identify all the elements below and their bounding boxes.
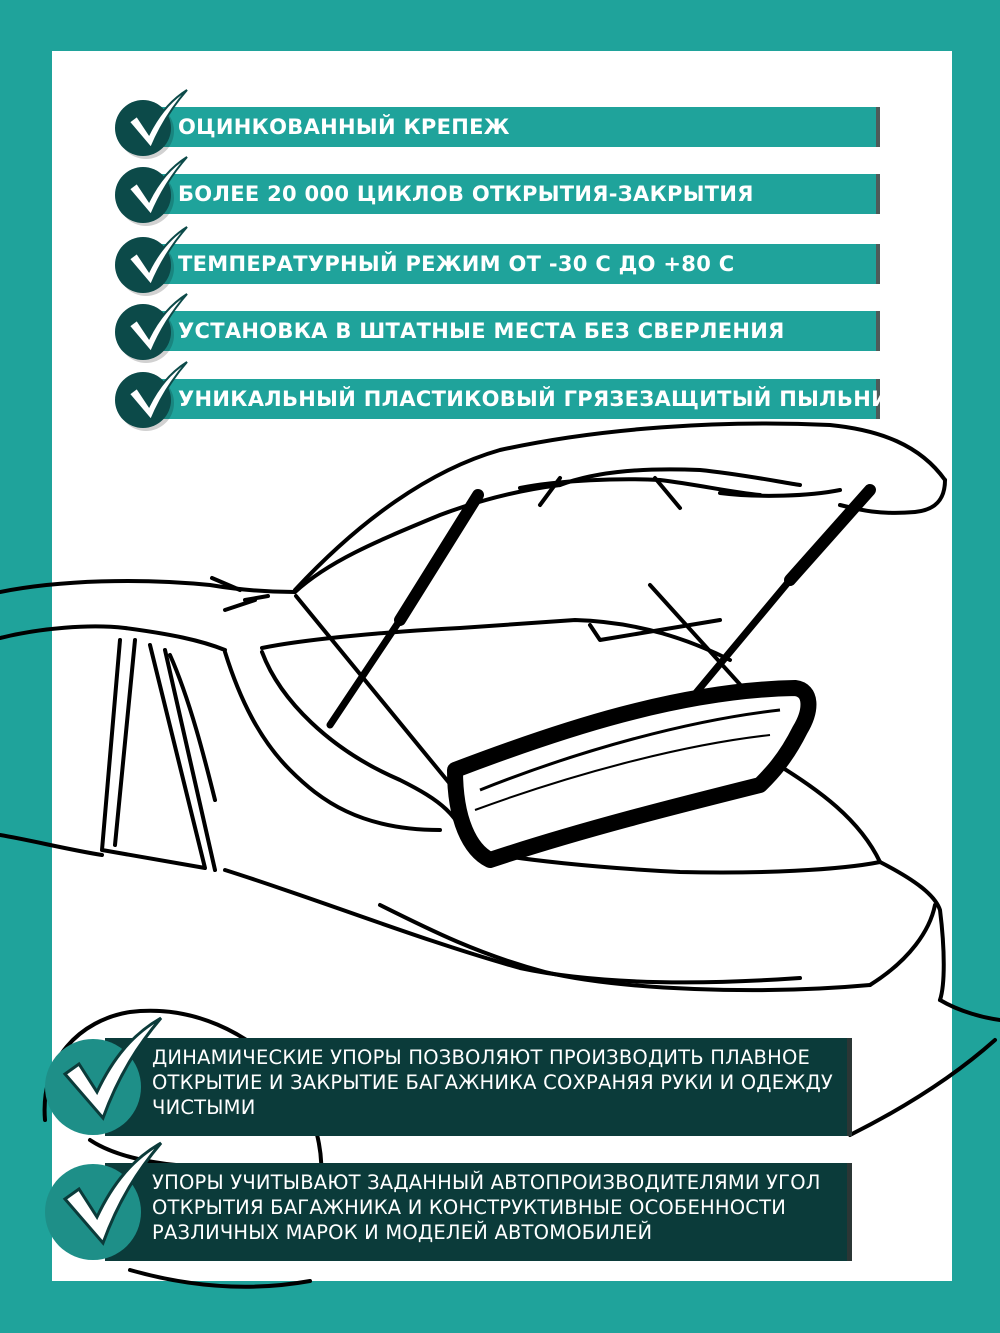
- feature-text: ОЦИНКОВАННЫЙ КРЕПЕЖ: [178, 115, 510, 139]
- feature-item-galvanized: [115, 100, 880, 158]
- feature-item-cycles: [115, 167, 880, 225]
- note-smooth-opening: [45, 1038, 852, 1136]
- note-opening-angle: [45, 1163, 852, 1261]
- note-text: УПОРЫ УЧИТЫВАЮТ ЗАДАННЫЙ АВТОПРОИЗВОДИТЕЛЯМИ УГОЛ ОТКРЫТИЯ БАГАЖНИКА И КОНСТРУКТИВНЫЕ ОСОБЕННОСТИ РАЗЛИЧНЫХ МАРОК И МОДЕЛЕЙ АВТОМОБИЛЕЙ: [152, 1171, 821, 1244]
- checkmark-icon: [57, 1014, 165, 1124]
- feature-item-temperature: [115, 237, 880, 295]
- checkmark-icon: [57, 1139, 165, 1249]
- feature-text: БОЛЕЕ 20 000 ЦИКЛОВ ОТКРЫТИЯ-ЗАКРЫТИЯ: [178, 182, 754, 206]
- note-text: ДИНАМИЧЕСКИЕ УПОРЫ ПОЗВОЛЯЮТ ПРОИЗВОДИТЬ ПЛАВНОЕ ОТКРЫТИЕ И ЗАКРЫТИЕ БАГАЖНИКА СОХРАНЯЯ РУКИ И ОДЕЖДУ ЧИСТЫМИ: [152, 1046, 833, 1119]
- feature-item-dust-cover: [115, 372, 907, 430]
- feature-text: УСТАНОВКА В ШТАТНЫЕ МЕСТА БЕЗ СВЕРЛЕНИЯ: [178, 319, 785, 343]
- feature-text: УНИКАЛЬНЫЙ ПЛАСТИКОВЫЙ ГРЯЗЕЗАЩИТЫЙ ПЫЛЬНИК: [178, 387, 907, 411]
- feature-text: ТЕМПЕРАТУРНЫЙ РЕЖИМ ОТ -30 С ДО +80 С: [178, 252, 735, 276]
- feature-item-installation: [115, 304, 880, 362]
